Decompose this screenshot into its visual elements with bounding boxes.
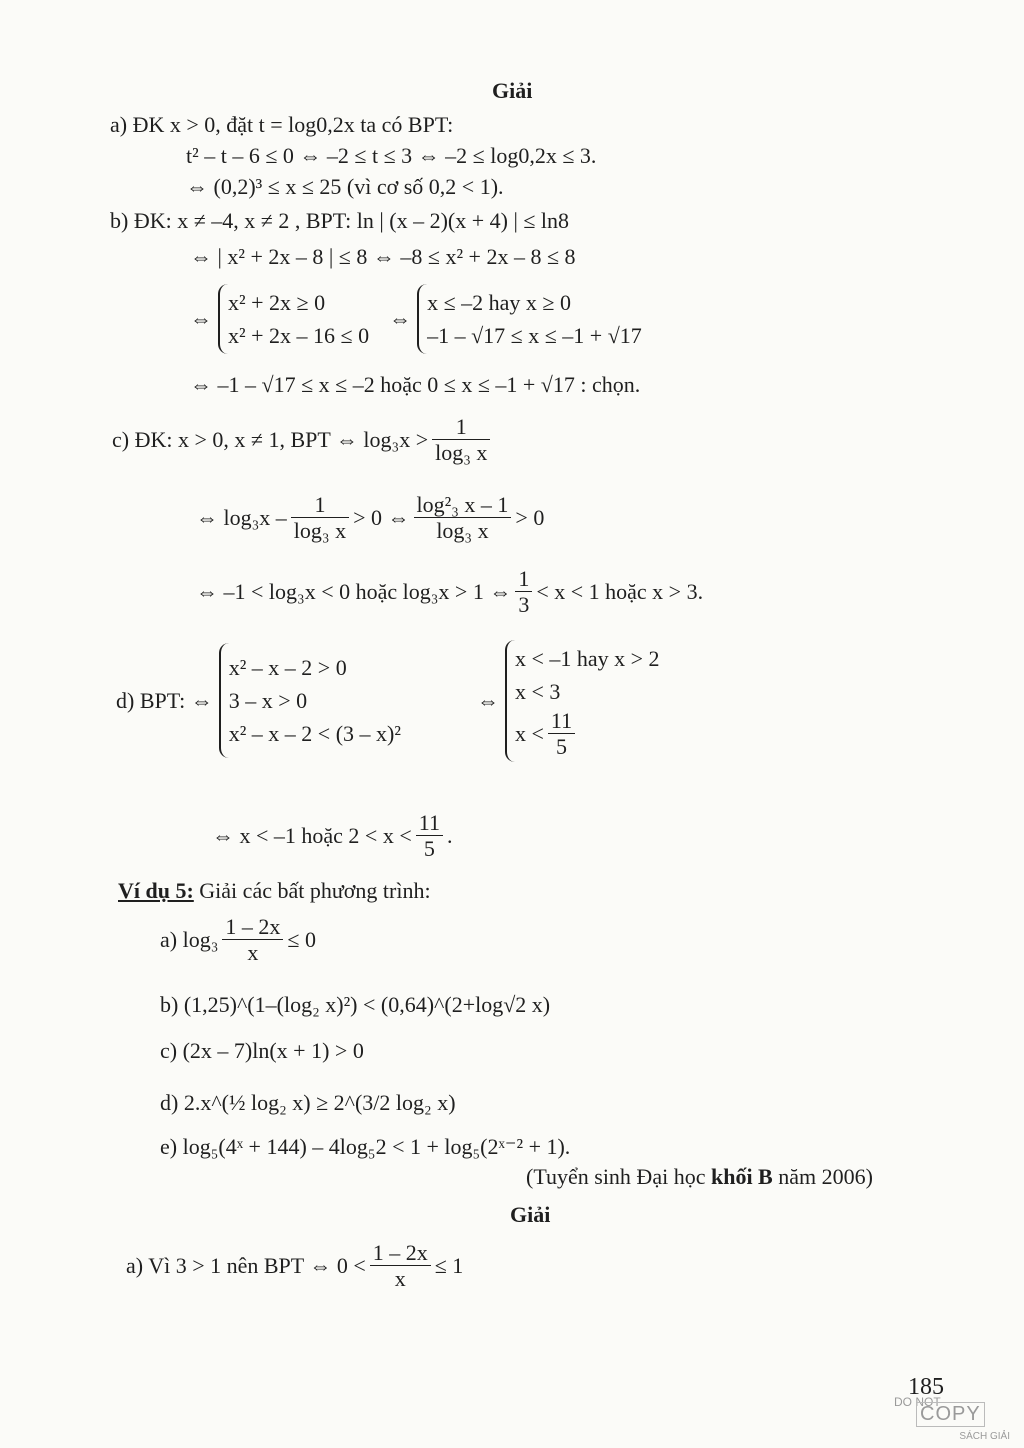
example-5-heading bbox=[118, 878, 431, 904]
fraction bbox=[515, 566, 532, 618]
fraction-numerator: 1 bbox=[291, 492, 349, 518]
fraction-denominator: log₃ x bbox=[435, 440, 488, 466]
solution-a-tail: ≤ 1 bbox=[434, 1252, 464, 1278]
solution-a-lead: a) Vì 3 > 1 nên BPT ⇔ 0 < bbox=[126, 1252, 366, 1278]
source-text: năm 2006) bbox=[772, 1164, 873, 1189]
system-line bbox=[515, 708, 660, 760]
example-title: Giải các bất phương trình: bbox=[193, 878, 431, 903]
part-c-line-3 bbox=[196, 566, 703, 618]
source-bold: khối B bbox=[710, 1164, 773, 1189]
system-line: x² + 2x – 16 ≤ 0 bbox=[228, 323, 370, 348]
system-line: –1 – √17 ≤ x ≤ –1 + √17 bbox=[427, 323, 642, 348]
fraction-numerator: 11 bbox=[416, 810, 443, 836]
equiv-symbol: ⇔ bbox=[190, 306, 212, 331]
fraction-denominator: x bbox=[394, 1266, 406, 1292]
part-c-line-1 bbox=[112, 414, 494, 466]
fraction bbox=[414, 492, 512, 544]
equiv-symbol: ⇔ bbox=[476, 687, 499, 713]
system-line: x² + 2x ≥ 0 bbox=[228, 290, 326, 315]
fraction bbox=[548, 708, 575, 760]
exercise-a-tail: ≤ 0 bbox=[287, 926, 316, 952]
part-b-system-row bbox=[190, 284, 658, 354]
heading-giai-2: Giải bbox=[510, 1202, 551, 1227]
fraction-denominator: log₃ x bbox=[293, 518, 347, 544]
system-brace-4 bbox=[505, 640, 670, 762]
exercise-a-lead: a) log₃ bbox=[160, 926, 219, 952]
system-line: x < –1 hay x > 2 bbox=[514, 646, 660, 671]
part-d-system-row bbox=[116, 640, 676, 762]
fraction bbox=[416, 810, 443, 862]
part-c-l3-tail: < x < 1 hoặc x > 3. bbox=[536, 578, 704, 604]
part-a-line-3: ⇔ (0,2)³ ≤ x ≤ 25 (vì cơ số 0,2 < 1). bbox=[186, 174, 504, 199]
part-a-line-1: a) ĐK x > 0, đặt t = log0,2x ta có BPT: bbox=[110, 112, 454, 137]
part-b-line-4: ⇔ –1 – √17 ≤ x ≤ –2 hoặc 0 ≤ x ≤ –1 + √17 : chọn. bbox=[190, 372, 641, 397]
part-c-l2-tail: > 0 bbox=[515, 504, 545, 530]
fraction-denominator: 5 bbox=[555, 734, 567, 760]
fraction bbox=[370, 1240, 431, 1292]
system-line: x ≤ –2 hay x ≥ 0 bbox=[427, 290, 571, 315]
part-c-line-2 bbox=[196, 492, 544, 544]
fraction bbox=[432, 414, 490, 466]
part-c-lead: c) ĐK: x > 0, x ≠ 1, BPT ⇔ log₃x > bbox=[112, 426, 429, 452]
part-b-line-1: b) ĐK: x ≠ –4, x ≠ 2 , BPT: ln | (x – 2)(x + 4) | ≤ ln8 bbox=[110, 208, 570, 233]
solution-a bbox=[126, 1240, 463, 1292]
watermark-text: COPY bbox=[916, 1402, 985, 1427]
part-c-l2-mid: > 0 ⇔ bbox=[353, 504, 410, 530]
fraction-denominator: log₃ x bbox=[436, 518, 489, 544]
heading-giai-1: Giải bbox=[492, 78, 533, 103]
do-not-copy-watermark bbox=[894, 1396, 1014, 1442]
system-line: x < 3 bbox=[514, 679, 561, 704]
source-text: (Tuyển sinh Đại học bbox=[526, 1164, 711, 1189]
fraction-denominator: x bbox=[247, 940, 259, 966]
part-d-result-lead: ⇔ x < –1 hoặc 2 < x < bbox=[212, 822, 412, 848]
part-c-l2-lead: ⇔ log₃x – bbox=[196, 504, 287, 530]
fraction bbox=[222, 914, 283, 966]
fraction-numerator: 1 bbox=[515, 566, 532, 592]
exercise-a bbox=[160, 914, 316, 966]
part-d-result bbox=[212, 810, 452, 862]
system-line-text: x < bbox=[514, 721, 544, 747]
exercise-d: d) 2.x^(½ log₂ x) ≥ 2^(3/2 log₂ x) bbox=[160, 1090, 456, 1115]
fraction-numerator: 1 bbox=[432, 414, 490, 440]
fraction-numerator: 11 bbox=[548, 708, 575, 734]
part-b-line-2: ⇔ | x² + 2x – 8 | ≤ 8 ⇔ –8 ≤ x² + 2x – 8 ≤ 8 bbox=[190, 244, 576, 269]
system-line: x² – x – 2 < (3 – x)² bbox=[228, 721, 401, 747]
fraction bbox=[291, 492, 349, 544]
fraction-numerator: log²₃ x – 1 bbox=[414, 492, 512, 518]
system-brace-1 bbox=[218, 284, 379, 354]
exercise-c: c) (2x – 7)ln(x + 1) > 0 bbox=[160, 1038, 364, 1063]
watermark-text: DO NOT bbox=[894, 1395, 941, 1409]
page-number: 185 bbox=[908, 1374, 944, 1400]
part-d-lead: d) BPT: ⇔ bbox=[116, 687, 213, 713]
example-label: Ví dụ 5: bbox=[118, 878, 194, 903]
exercise-b: b) (1,25)^(1–(log₂ x)²) < (0,64)^(2+log√2 x) bbox=[160, 992, 551, 1017]
fraction-denominator: 3 bbox=[518, 592, 530, 618]
system-brace-3 bbox=[219, 643, 411, 758]
system-line: 3 – x > 0 bbox=[228, 688, 308, 714]
source-note bbox=[526, 1164, 873, 1190]
fraction-denominator: 5 bbox=[423, 836, 435, 862]
watermark-text: SÁCH GIẢI bbox=[959, 1431, 1010, 1442]
equiv-symbol: ⇔ bbox=[389, 306, 412, 331]
system-brace-2 bbox=[417, 284, 652, 354]
part-d-result-tail: . bbox=[446, 822, 453, 848]
fraction-numerator: 1 – 2x bbox=[370, 1240, 431, 1266]
fraction-numerator: 1 – 2x bbox=[222, 914, 283, 940]
part-a-line-2: t² – t – 6 ≤ 0 ⇔ –2 ≤ t ≤ 3 ⇔ –2 ≤ log0,2x ≤ 3. bbox=[186, 143, 597, 168]
part-c-l3-lead: ⇔ –1 < log₃x < 0 hoặc log₃x > 1 ⇔ bbox=[196, 578, 512, 604]
exercise-e: e) log₅(4ˣ + 144) – 4log₅2 < 1 + log₅(2ˣ⁻² + 1). bbox=[160, 1134, 571, 1159]
system-line: x² – x – 2 > 0 bbox=[228, 655, 347, 681]
